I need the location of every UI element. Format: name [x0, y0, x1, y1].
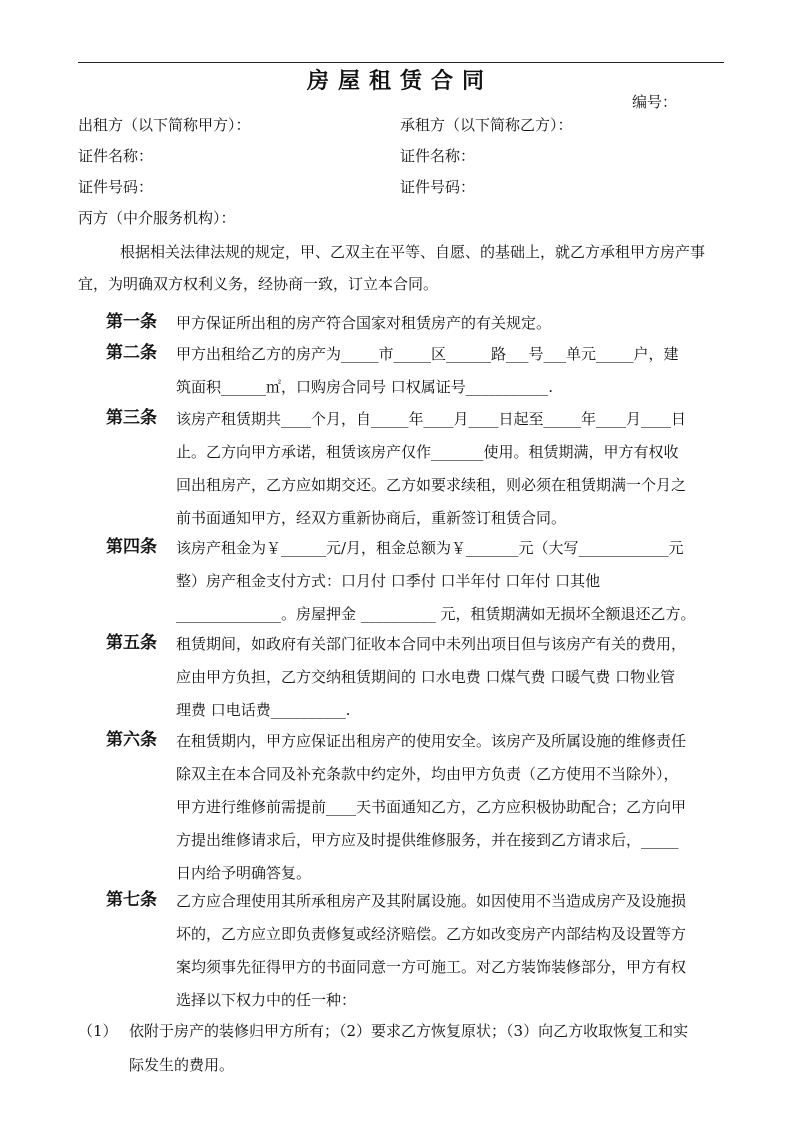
- article-line: 甲方保证所出租的房产符合国家对租赁房产的有关规定。: [176, 314, 552, 332]
- article-line: 除双主在本合同及补充条款中约定外，均由甲方负责（乙方使用不当除外），: [176, 765, 679, 783]
- article-line: 筑面积______㎡，口购房合同号 口权属证号___________.: [176, 378, 554, 396]
- remedy-body: [129, 1014, 728, 1082]
- article-line: 应由甲方负担，乙方交纳租赁期间的 口水电费 口煤气费 口暖气费 口物业管: [176, 668, 676, 686]
- article-line: 该房产租赁期共____个月，自_____年____月____日起至_____年____月____日: [176, 410, 687, 428]
- article-7: [106, 885, 726, 1017]
- article-line: 回出租房产，乙方应如期交还。乙方如要求续租，则必须在租赁期满一个月之: [176, 476, 687, 494]
- article-line: 乙方应合理使用其所承租房产及其附属设施。如因使用不当造成房产及设施损: [176, 892, 687, 910]
- lessee-id-name-field: 证件名称：: [400, 147, 476, 165]
- article-line: 选择以下权力中的任一种：: [176, 991, 357, 1009]
- remedy-options: [78, 1014, 728, 1082]
- article-line: 甲方出租给乙方的房产为_____市_____区______路___号___单元_____户，建: [176, 345, 679, 363]
- article-heading: 第四条: [106, 537, 157, 557]
- article-3: [106, 403, 726, 535]
- article-body: [176, 307, 726, 340]
- article-heading: 第二条: [106, 343, 157, 363]
- article-body: [176, 403, 726, 535]
- article-line: 方提出维修请求后，甲方应及时提供维修服务，并在接到乙方请求后，_____: [176, 831, 679, 849]
- article-line: 在租赁期内，甲方应保证出租房产的使用安全。该房产及所属设施的维修责任: [176, 732, 687, 750]
- article-heading: 第七条: [106, 890, 157, 910]
- option-marker: （1）: [78, 1022, 118, 1040]
- article-body: [176, 338, 726, 404]
- contract-number-label: 编号：: [632, 93, 678, 111]
- lessor-id-name-field: 证件名称：: [78, 147, 154, 165]
- document-title: 房屋租赁合同: [306, 68, 493, 94]
- lessor-id-no-field: 证件号码：: [78, 178, 154, 196]
- lessee-field: 承租方（以下简称乙方）：: [400, 116, 573, 134]
- remedy-line: 依附于房产的装修归甲方所有；（2）要求乙方恢复原状；（3）向乙方收取恢复工和实: [129, 1022, 689, 1040]
- article-heading: 第三条: [106, 408, 157, 428]
- article-heading: 第一条: [106, 312, 157, 332]
- article-line: 该房产租金为￥______元/月，租金总额为￥_______元（大写____________元: [176, 539, 684, 557]
- article-line: 租赁期间，如政府有关部门征收本合同中未列出项目但与该房产有关的费用，: [176, 635, 687, 653]
- article-body: [176, 885, 726, 1017]
- article-heading: 第五条: [106, 633, 157, 653]
- article-line: 甲方进行维修前需提前____天书面通知乙方，乙方应积极协助配合；乙方向甲: [176, 798, 687, 816]
- article-body: [176, 628, 726, 727]
- article-line: ______________。房屋押金 __________ 元，租赁期满如无损坏全额退还乙方。: [176, 605, 696, 623]
- article-heading: 第六条: [106, 730, 157, 750]
- article-line: 案均须事先征得甲方的书面同意一方可施工。对乙方装饰装修部分，甲方有权: [176, 958, 687, 976]
- article-line: 理费 口电话费__________.: [176, 701, 351, 719]
- article-body: [176, 725, 726, 890]
- agency-field: 丙方（中介服务机构）：: [78, 209, 236, 227]
- lessee-id-no-field: 证件号码：: [400, 178, 476, 196]
- lessor-field: 出租方（以下简称甲方）：: [78, 116, 251, 134]
- article-5: [106, 628, 726, 727]
- article-1: [106, 307, 726, 340]
- article-4: [106, 532, 726, 631]
- article-body: [176, 532, 726, 631]
- article-6: [106, 725, 726, 890]
- article-line: 前书面通知甲方，经双方重新协商后，重新签订租赁合同。: [176, 509, 567, 527]
- article-2: [106, 338, 726, 404]
- top-rule: [78, 62, 724, 63]
- article-line: 日内给予明确答复。: [176, 864, 312, 882]
- article-line: 坏的，乙方应立即负责修复或经济赔偿。乙方如改变房产内部结构及设置等方: [176, 925, 687, 943]
- remedy-line: 际发生的费用。: [129, 1056, 235, 1074]
- article-line: 止。乙方向甲方承诺，租赁该房产仅作_______使用。租赁期满，甲方有权收: [176, 443, 679, 461]
- intro-paragraph: 根据相关法律法规的规定，甲、乙双主在平等、自愿、的基础上，就乙方承租甲方房产事宜，为明确双方权利义务，经协商一致，订立本合同。: [78, 243, 706, 293]
- article-line: 整）房产租金支付方式：口月付 口季付 口半年付 口年付 口其他: [176, 572, 601, 590]
